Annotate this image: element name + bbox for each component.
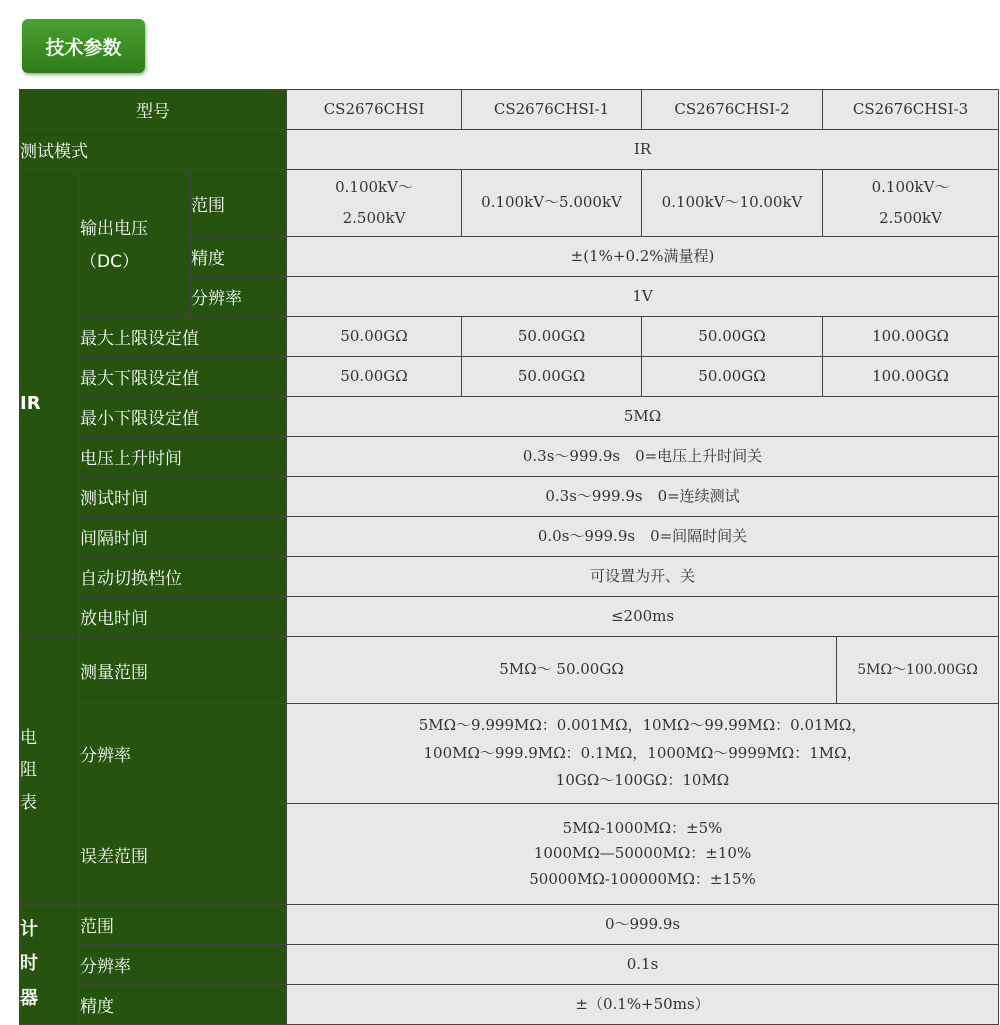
ohm-measure-range-value: 5MΩ～ 50.00GΩ xyxy=(287,637,837,704)
min-lower-limit-value: 5MΩ xyxy=(287,397,999,437)
test-time-value: 0.3s～999.9s 0=连续测试 xyxy=(287,477,999,517)
ohmmeter-label-char: 电 xyxy=(20,728,37,749)
model-name: CS2676CHSI-2 xyxy=(642,90,823,130)
timer-range-value: 0～999.9s xyxy=(287,905,999,945)
ramp-time-label: 电压上升时间 xyxy=(80,437,287,477)
test-mode-label: 测试模式 xyxy=(20,130,287,170)
timer-range-label: 范围 xyxy=(80,905,287,945)
range-value xyxy=(287,170,462,237)
accuracy-label: 精度 xyxy=(191,237,287,277)
timer-resolution-label: 分辨率 xyxy=(80,945,287,985)
model-name: CS2676CHSI-3 xyxy=(823,90,999,130)
timer-accuracy-row xyxy=(20,985,999,1025)
discharge-time-value: ≤200ms xyxy=(287,597,999,637)
model-name: CS2676CHSI xyxy=(287,90,462,130)
ohm-resolution-value xyxy=(287,704,999,804)
timer-label-char: 计 xyxy=(20,919,38,941)
range-value xyxy=(462,170,642,237)
resolution-value: 1V xyxy=(287,277,999,317)
ohm-resolution-line: 100MΩ～999.9MΩ：0.1MΩ，1000MΩ～9999MΩ：1MΩ， xyxy=(423,743,862,762)
ramp-time-value: 0.3s～999.9s 0=电压上升时间关 xyxy=(287,437,999,477)
ohm-error-range-line: 50000MΩ-100000MΩ：±15% xyxy=(529,869,756,888)
range-value-line: 0.100kV～ xyxy=(871,177,950,196)
max-upper-limit-value: 50.00GΩ xyxy=(642,317,823,357)
max-lower-limit-value: 50.00GΩ xyxy=(462,357,642,397)
auto-range-label: 自动切换档位 xyxy=(80,557,287,597)
output-voltage-range-row xyxy=(20,170,999,237)
timer-label-char: 时 xyxy=(20,953,38,975)
ohmmeter-group-label xyxy=(20,637,80,905)
model-label: 型号 xyxy=(20,90,287,130)
resolution-label: 分辨率 xyxy=(191,277,287,317)
max-upper-limit-value: 100.00GΩ xyxy=(823,317,999,357)
header-row xyxy=(20,90,999,130)
test-time-row xyxy=(20,477,999,517)
interval-time-label: 间隔时间 xyxy=(80,517,287,557)
accuracy-value: ±(1%+0.2%满量程) xyxy=(287,237,999,277)
ohmmeter-label-char: 阻 xyxy=(20,760,37,781)
range-value-line: 2.500kV xyxy=(342,209,406,227)
range-value-line: 0.100kV～5.000kV xyxy=(481,193,622,212)
ohm-error-range-row xyxy=(20,804,999,905)
ohm-measure-range-row xyxy=(20,637,999,704)
timer-label-char: 器 xyxy=(20,987,38,1009)
max-upper-limit-label: 最大上限设定值 xyxy=(80,317,287,357)
ohm-resolution-label: 分辨率 xyxy=(80,704,287,804)
test-time-label: 测试时间 xyxy=(80,477,287,517)
max-lower-limit-value: 100.00GΩ xyxy=(823,357,999,397)
min-lower-limit-label: 最小下限设定值 xyxy=(80,397,287,437)
max-lower-limit-value: 50.00GΩ xyxy=(287,357,462,397)
ohm-error-range-line: 1000MΩ—50000MΩ：±10% xyxy=(533,844,752,863)
test-mode-row xyxy=(20,130,999,170)
ramp-time-row xyxy=(20,437,999,477)
output-voltage-label-line2: （DC） xyxy=(80,252,139,272)
timer-accuracy-label: 精度 xyxy=(80,985,287,1025)
ir-group-label: IR xyxy=(20,170,80,637)
interval-time-value: 0.0s～999.9s 0=间隔时间关 xyxy=(287,517,999,557)
timer-resolution-row xyxy=(20,945,999,985)
timer-group-label xyxy=(20,905,80,1025)
ohm-resolution-line: 10GΩ～100GΩ：10MΩ xyxy=(555,771,730,790)
output-voltage-label xyxy=(80,170,191,317)
section-title-button: 技术参数 xyxy=(22,19,145,73)
max-lower-limit-value: 50.00GΩ xyxy=(642,357,823,397)
ohm-measure-range-value-last: 5MΩ～100.00GΩ xyxy=(837,637,999,704)
discharge-time-label: 放电时间 xyxy=(80,597,287,637)
range-value xyxy=(642,170,823,237)
ohm-resolution-row xyxy=(20,704,999,804)
ohm-resolution-line: 5MΩ～9.999MΩ：0.001MΩ，10MΩ～99.99MΩ：0.01MΩ， xyxy=(418,715,867,734)
max-upper-limit-value: 50.00GΩ xyxy=(287,317,462,357)
max-upper-limit-row xyxy=(20,317,999,357)
interval-time-row xyxy=(20,517,999,557)
timer-range-row xyxy=(20,905,999,945)
max-upper-limit-value: 50.00GΩ xyxy=(462,317,642,357)
range-value-line: 2.500kV xyxy=(879,209,942,227)
discharge-time-row xyxy=(20,597,999,637)
spec-table xyxy=(19,89,999,1025)
auto-range-row xyxy=(20,557,999,597)
ohm-error-range-value xyxy=(287,804,999,905)
model-name: CS2676CHSI-1 xyxy=(462,90,642,130)
range-label: 范围 xyxy=(191,170,287,237)
timer-accuracy-value: ±（0.1%+50ms） xyxy=(287,985,999,1025)
output-voltage-label-line1: 输出电压 xyxy=(80,219,148,239)
auto-range-value: 可设置为开、关 xyxy=(287,557,999,597)
test-mode-value: IR xyxy=(287,130,999,170)
ohm-error-range-line: 5MΩ-1000MΩ：±5% xyxy=(562,818,723,837)
max-lower-limit-row xyxy=(20,357,999,397)
ohm-error-range-label: 误差范围 xyxy=(80,804,287,905)
ohm-measure-range-label: 测量范围 xyxy=(80,637,287,704)
range-value-line: 0.100kV～10.00kV xyxy=(661,193,803,212)
timer-resolution-value: 0.1s xyxy=(287,945,999,985)
max-lower-limit-label: 最大下限设定值 xyxy=(80,357,287,397)
min-lower-limit-row xyxy=(20,397,999,437)
range-value xyxy=(823,170,999,237)
ohmmeter-label-char: 表 xyxy=(20,792,37,813)
range-value-line: 0.100kV～ xyxy=(335,177,413,196)
